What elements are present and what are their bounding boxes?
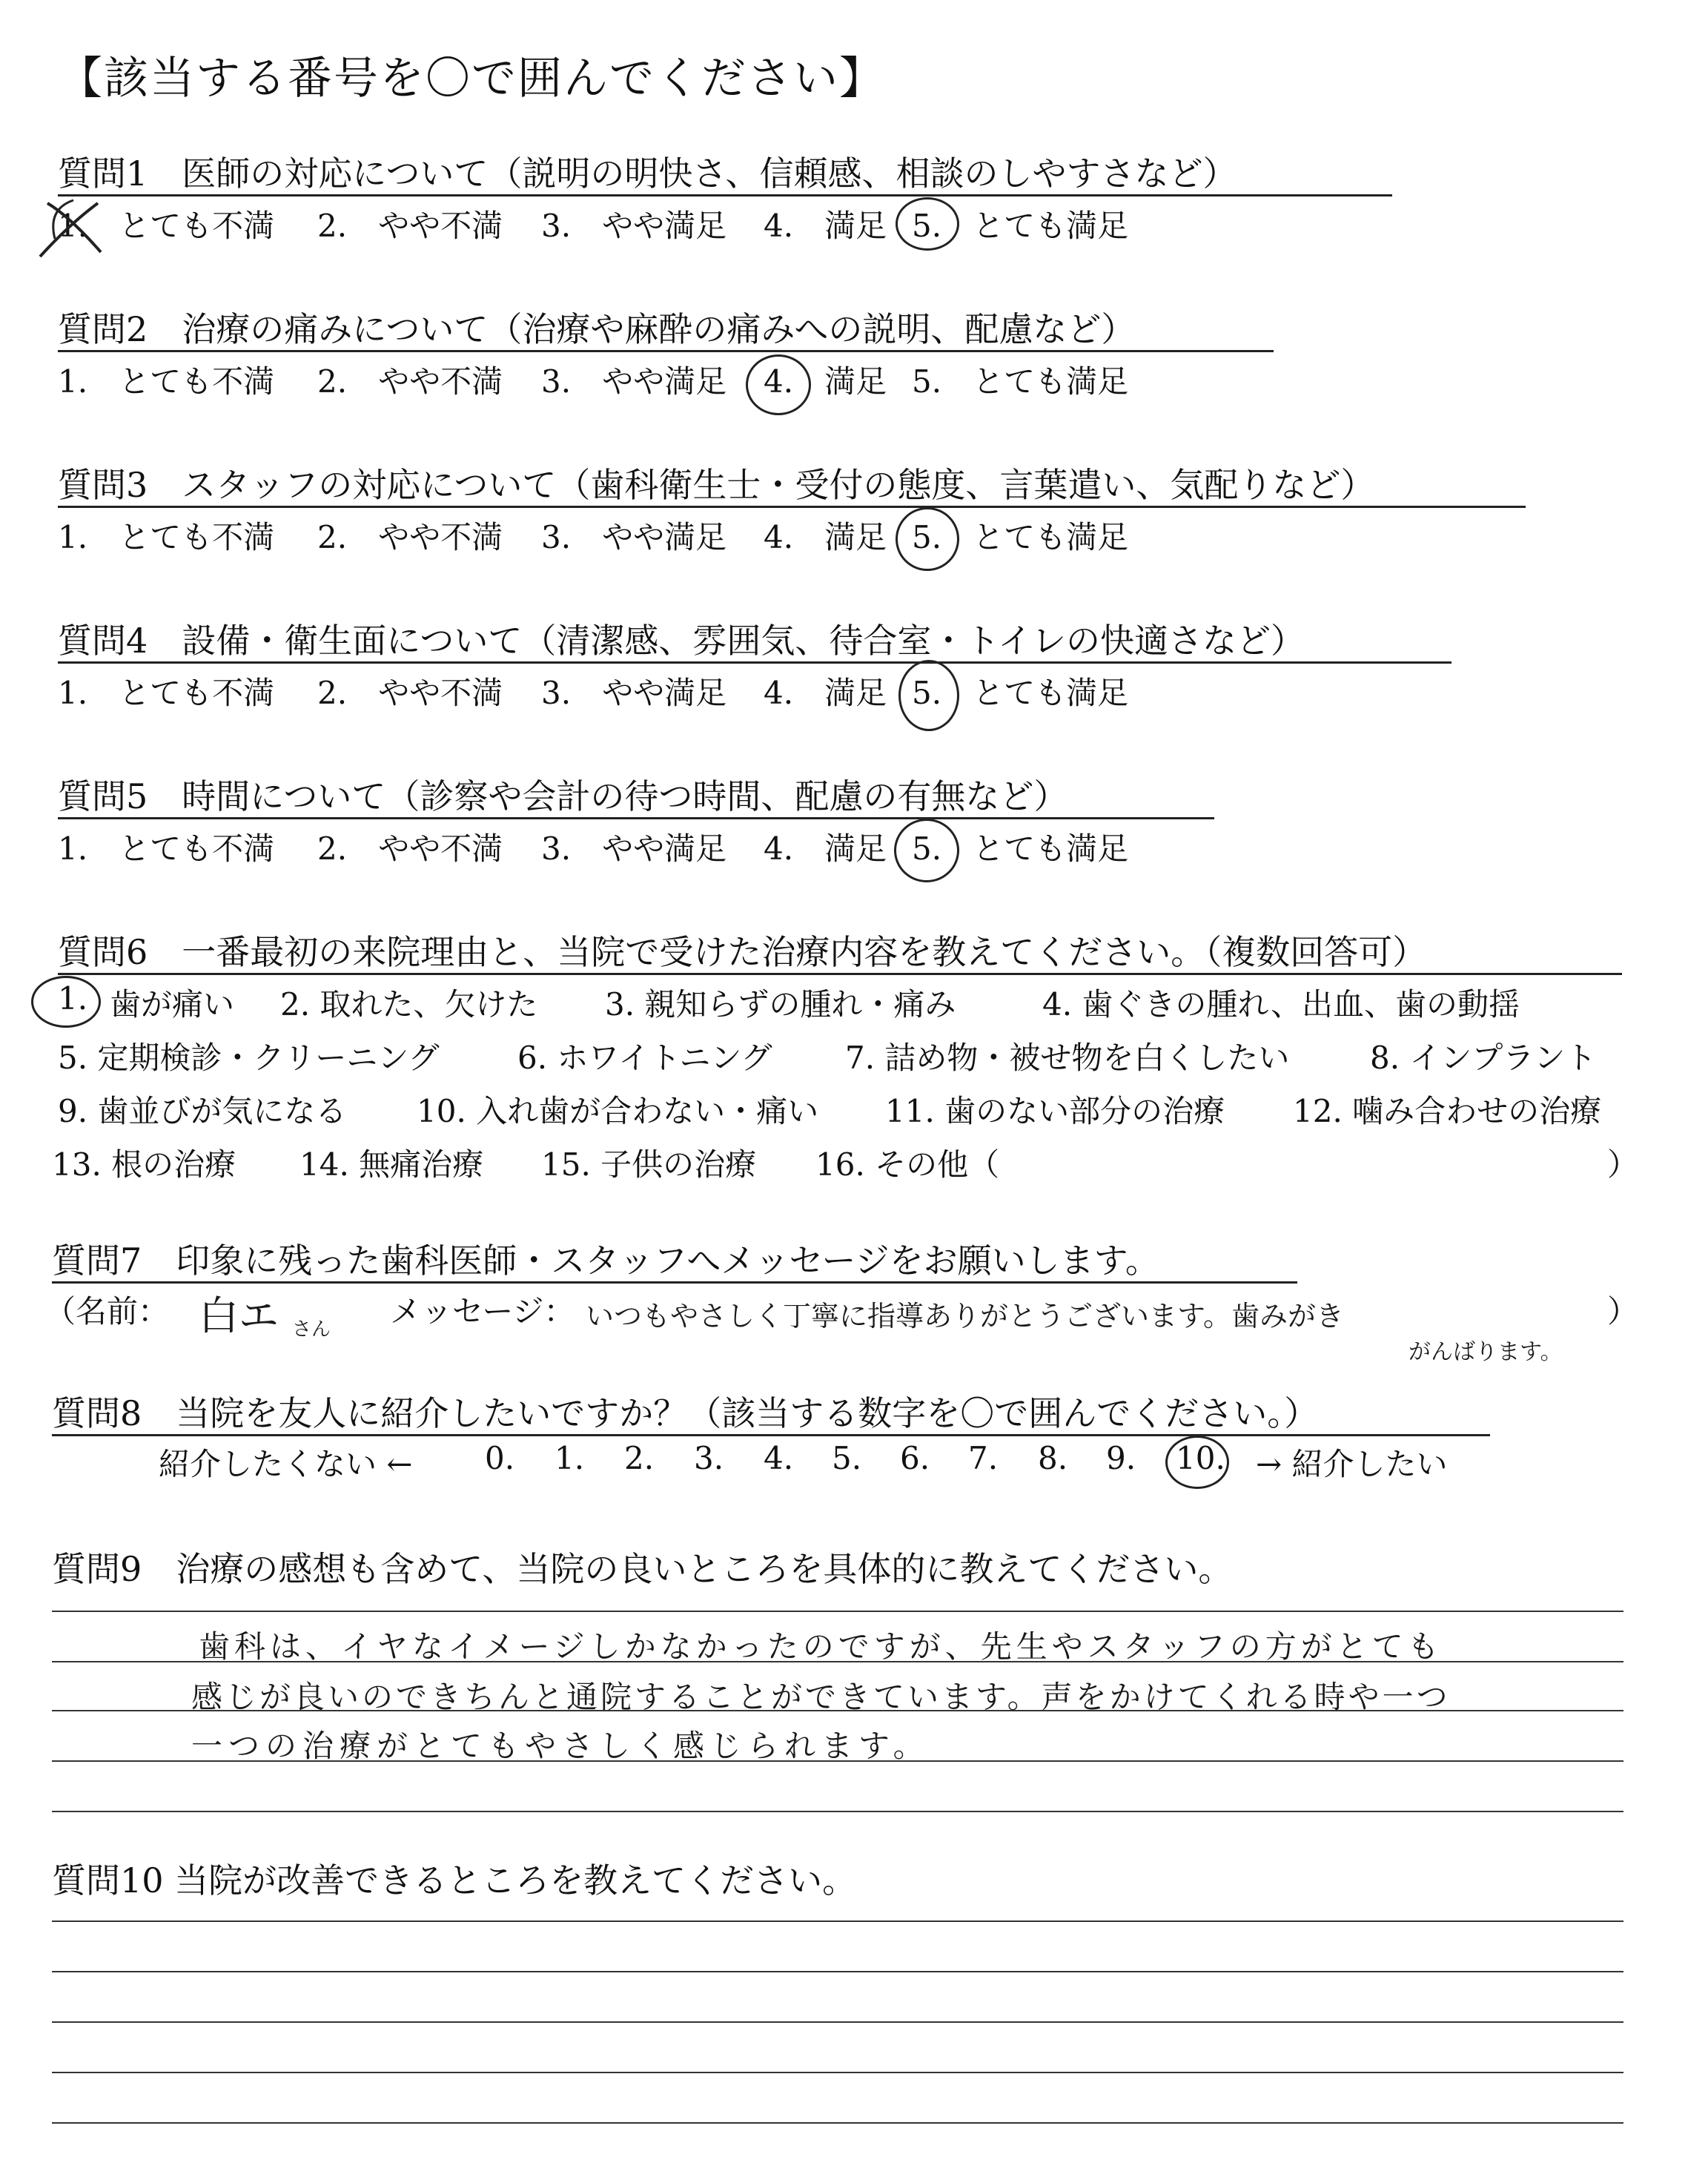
q5-answer-circle: [894, 819, 959, 882]
q5-option-2[interactable]: 2. やや不満: [317, 830, 503, 867]
question-7-underline: [52, 1281, 1297, 1284]
q8-scale-left-label: 紹介したくない ←: [159, 1446, 413, 1482]
q1-answer-circle: [896, 197, 959, 251]
q8-option-3[interactable]: 3.: [694, 1440, 724, 1476]
question-3-underline: [58, 506, 1526, 508]
q5-option-5[interactable]: 5. とても満足: [912, 830, 1129, 867]
q4-answer-circle: [898, 660, 959, 731]
question-4-label: 質問4 設備・衛生面について（清潔感、雰囲気、待合室・トイレの快適さなど）: [58, 621, 1305, 661]
q9-answer-rule-1: [52, 1611, 1623, 1612]
q4-option-2[interactable]: 2. やや不満: [317, 675, 503, 711]
q9-answer-line-3[interactable]: 一つの治療がとてもやさしく感じられます。: [191, 1728, 930, 1764]
question-4-underline: [58, 661, 1452, 664]
q1-option-1[interactable]: 1. とても不満: [58, 208, 275, 244]
q7-message-label: メッセージ：: [390, 1293, 575, 1330]
q1-option-2[interactable]: 2. やや不満: [317, 208, 503, 244]
question-2-underline: [58, 350, 1274, 352]
q7-message-value-line2: がんばります。: [1409, 1339, 1563, 1365]
q5-option-1[interactable]: 1. とても不満: [58, 830, 275, 867]
q7-message-value[interactable]: いつもやさしく丁寧に指導ありがとうございます。歯みがき: [586, 1300, 1344, 1332]
q6-option-5[interactable]: 5. 定期検診・クリーニング: [58, 1040, 440, 1076]
q7-close-paren: ）: [1607, 1293, 1639, 1330]
q4-option-3[interactable]: 3. やや満足: [541, 675, 727, 711]
question-2-label: 質問2 治療の痛みについて（治療や麻酔の痛みへの説明、配慮など）: [58, 309, 1136, 349]
question-5-underline: [58, 817, 1214, 819]
question-9-label: 質問9 治療の感想も含めて、当院の良いところを具体的に教えてください。: [52, 1549, 1233, 1589]
q6-option-8[interactable]: 8. インプラント: [1370, 1040, 1597, 1076]
q1-cross-out-mark: [33, 194, 107, 261]
q6-option-16[interactable]: 16. その他（: [815, 1146, 1000, 1183]
q6-option-10[interactable]: 10. 入れ歯が合わない・痛い: [417, 1093, 819, 1129]
q3-option-5[interactable]: 5. とても満足: [912, 519, 1129, 555]
page-title: 【該当する番号を〇で囲んでください】: [58, 53, 885, 105]
q8-scale-right-label: → 紹介したい: [1256, 1446, 1448, 1482]
q6-answer-circle: [31, 976, 101, 1028]
q6-option-15[interactable]: 15. 子供の治療: [541, 1146, 757, 1183]
q6-option-13[interactable]: 13. 根の治療: [52, 1146, 236, 1183]
q5-option-3[interactable]: 3. やや満足: [541, 830, 727, 867]
q10-answer-rule-2: [52, 1971, 1623, 1972]
q2-option-5[interactable]: 5. とても満足: [912, 363, 1129, 400]
question-1-label: 質問1 医師の対応について（説明の明快さ、信頼感、相談のしやすさなど）: [58, 153, 1237, 194]
question-10-label: 質問10 当院が改善できるところを教えてください。: [52, 1860, 857, 1900]
q6-option-6[interactable]: 6. ホワイトニング: [517, 1040, 772, 1076]
q7-name-value[interactable]: 白エ: [199, 1292, 279, 1339]
q2-option-4[interactable]: 4. 満足: [764, 363, 887, 400]
q6-option-1-number[interactable]: 1.: [58, 980, 88, 1017]
q1-option-3[interactable]: 3. やや満足: [541, 208, 727, 244]
q1-option-5[interactable]: 5. とても満足: [912, 208, 1129, 244]
q2-option-1[interactable]: 1. とても不満: [58, 363, 275, 400]
q1-option-4[interactable]: 4. 満足: [764, 208, 887, 244]
q4-option-1[interactable]: 1. とても不満: [58, 675, 275, 711]
q6-option-9[interactable]: 9. 歯並びが気になる: [58, 1093, 347, 1129]
q9-answer-line-2[interactable]: 感じが良いのできちんと通院することができています。声をかけてくれる時や一つ: [191, 1679, 1451, 1715]
q2-option-2[interactable]: 2. やや不満: [317, 363, 503, 400]
q6-option-7[interactable]: 7. 詰め物・被せ物を白くしたい: [845, 1040, 1290, 1076]
q6-option-2[interactable]: 2. 取れた、欠けた: [280, 986, 538, 1023]
q8-option-4[interactable]: 4.: [764, 1440, 794, 1476]
q4-option-5[interactable]: 5. とても満足: [912, 675, 1129, 711]
q8-option-6[interactable]: 6.: [900, 1440, 930, 1476]
q8-option-0[interactable]: 0.: [485, 1440, 515, 1476]
q3-option-3[interactable]: 3. やや満足: [541, 519, 727, 555]
q10-answer-rule-3: [52, 2021, 1623, 2023]
question-8-underline: [52, 1434, 1490, 1436]
q4-option-4[interactable]: 4. 満足: [764, 675, 887, 711]
q8-option-5[interactable]: 5.: [832, 1440, 862, 1476]
question-6-label: 質問6 一番最初の来院理由と、当院で受けた治療内容を教えてください。（複数回答可）: [58, 932, 1427, 972]
q8-option-1[interactable]: 1.: [555, 1440, 585, 1476]
q8-option-2[interactable]: 2.: [624, 1440, 655, 1476]
question-7-label: 質問7 印象に残った歯科医師・スタッフへメッセージをお願いします。: [52, 1241, 1159, 1281]
q3-option-4[interactable]: 4. 満足: [764, 519, 887, 555]
q6-option-12[interactable]: 12. 噛み合わせの治療: [1293, 1093, 1602, 1129]
q10-answer-rule-5: [52, 2122, 1623, 2124]
question-1-underline: [58, 194, 1392, 196]
question-5-label: 質問5 時間について（診察や会計の待つ時間、配慮の有無など）: [58, 776, 1068, 816]
q2-option-3[interactable]: 3. やや満足: [541, 363, 727, 400]
q6-option-16-close: ）: [1607, 1146, 1639, 1183]
q7-name-suffix: さん: [292, 1318, 331, 1341]
q5-option-4[interactable]: 4. 満足: [764, 830, 887, 867]
q2-answer-circle: [746, 354, 811, 415]
question-3-label: 質問3 スタッフの対応について（歯科衛生士・受付の態度、言葉遣い、気配りなど）: [58, 465, 1375, 505]
q8-option-8[interactable]: 8.: [1038, 1440, 1068, 1476]
question-6-underline: [58, 973, 1622, 975]
q6-option-1-label[interactable]: 歯が痛い: [110, 986, 235, 1023]
q8-option-7[interactable]: 7.: [968, 1440, 999, 1476]
q7-name-label: （名前：: [44, 1293, 170, 1330]
q3-option-2[interactable]: 2. やや不満: [317, 519, 503, 555]
q10-answer-rule-1: [52, 1920, 1623, 1922]
q3-option-1[interactable]: 1. とても不満: [58, 519, 275, 555]
q8-option-9[interactable]: 9.: [1106, 1440, 1136, 1476]
q6-option-11[interactable]: 11. 歯のない部分の治療: [885, 1093, 1225, 1129]
q9-answer-rule-5: [52, 1811, 1623, 1812]
q6-option-3[interactable]: 3. 親知らずの腫れ・痛み: [605, 986, 956, 1023]
q9-answer-line-1[interactable]: 歯科は、イヤなイメージしかなかったのですが、先生やスタッフの方がとても: [199, 1628, 1443, 1665]
q3-answer-circle: [896, 507, 959, 571]
question-8-label: 質問8 当院を友人に紹介したいですか？（該当する数字を〇で囲んでください。）: [52, 1393, 1319, 1433]
q6-option-14[interactable]: 14. 無痛治療: [299, 1146, 484, 1183]
q6-option-4[interactable]: 4. 歯ぐきの腫れ、出血、歯の動揺: [1042, 986, 1520, 1023]
q8-answer-circle: [1165, 1436, 1229, 1489]
q8-option-10[interactable]: 10.: [1176, 1440, 1225, 1476]
q10-answer-rule-4: [52, 2072, 1623, 2073]
